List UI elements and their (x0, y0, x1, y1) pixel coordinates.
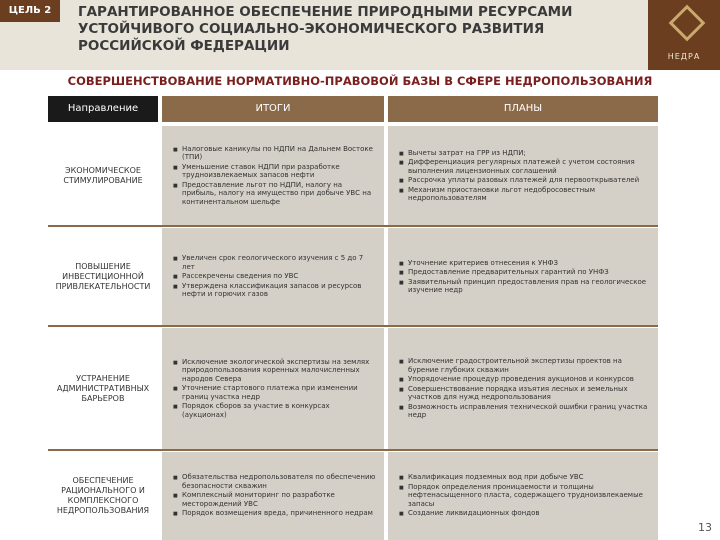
page-title: ГАРАНТИРОВАННОЕ ОБЕСПЕЧЕНИЕ ПРИРОДНЫМИ РЕСУРСАМИ УСТОЙЧИВОГО СОЦИАЛЬНО-ЭКОНОМИЧЕСКОГО РАЗВИТИЯ РОССИЙСКОЙ ФЕДЕРАЦИИ (78, 4, 573, 54)
list-item: ■ Предоставление льгот по НДПИ, налогу на прибыль, налогу на имущество при добыче УВС на континентальном шельфе (182, 181, 376, 207)
row-results-cell (162, 126, 384, 226)
results-list (170, 254, 376, 300)
plans-list (396, 259, 650, 296)
row-results-cell (162, 228, 384, 326)
row-results-cell (162, 328, 384, 450)
results-list (170, 473, 376, 519)
plans-list (396, 357, 650, 421)
row-divider (48, 225, 658, 227)
list-item: ■ Увеличен срок геологического изучения с 5 до 7 лет (182, 254, 376, 271)
column-header-results: ИТОГИ (162, 96, 384, 122)
results-list (170, 145, 376, 208)
row-direction: УСТРАНЕНИЕ АДМИНИСТРАТИВНЫХ БАРЬЕРОВ (48, 328, 158, 450)
policy-table (48, 96, 658, 540)
list-item: ■ Упорядочение процедур проведения аукционов и конкурсов (408, 375, 650, 384)
list-item: ■ Предоставление предварительных гарантий по УНФЗ (408, 268, 650, 277)
plans-list (396, 149, 650, 204)
list-item: ■ Налоговые каникулы по НДПИ на Дальнем Востоке (ТПИ) (182, 145, 376, 162)
row-results-cell (162, 452, 384, 540)
list-item: ■ Утверждена классификация запасов и ресурсов нефти и горючих газов (182, 282, 376, 299)
list-item: ■ Порядок возмещения вреда, причиненного недрам (182, 509, 376, 518)
list-item: ■ Дифференциация регулярных платежей с учетом состояния выполнения лицензионных соглашений (408, 158, 650, 175)
list-item: ■ Рассрочка уплаты разовых платежей для первооткрывателей (408, 176, 650, 185)
list-item: ■ Порядок определения проницаемости и толщины нефтенасыщенного пласта, содержащего трудноизвлекаемые запасы (408, 483, 650, 509)
list-item: ■ Вычеты затрат на ГРР из НДПИ; (408, 149, 650, 158)
row-plans-cell (388, 126, 658, 226)
row-divider (48, 449, 658, 451)
list-item: ■ Квалификация подземных вод при добыче УВС (408, 473, 650, 482)
list-item: ■ Заявительный принцип предоставления прав на геологическое изучение недр (408, 278, 650, 295)
list-item: ■ Возможность исправления технической ошибки границ участка недр (408, 403, 650, 420)
row-direction: ОБЕСПЕЧЕНИЕ РАЦИОНАЛЬНОГО И КОМПЛЕКСНОГО НЕДРОПОЛЬЗОВАНИЯ (48, 452, 158, 540)
row-plans-cell (388, 328, 658, 450)
row-plans-cell (388, 228, 658, 326)
list-item: ■ Рассекречены сведения по УВС (182, 272, 376, 281)
row-plans-cell (388, 452, 658, 540)
column-header-plans: ПЛАНЫ (388, 96, 658, 122)
list-item: ■ Уточнение критериев отнесения к УНФЗ (408, 259, 650, 268)
page-number: 13 (698, 521, 712, 534)
column-header-direction: Направление (48, 96, 158, 122)
list-item: ■ Комплексный мониторинг по разработке месторождений УВС (182, 491, 376, 508)
list-item: ■ Обязательства недропользователя по обеспечению безопасности скважин (182, 473, 376, 490)
list-item: ■ Уменьшение ставок НДПИ при разработке трудноизвлекаемых запасов нефти (182, 163, 376, 180)
list-item: ■ Исключение экологической экспертизы на землях природопользования коренных малочисленных народов Севера (182, 358, 376, 384)
plans-list (396, 473, 650, 519)
list-item: ■ Порядок сборов за участие в конкурсах (аукционах) (182, 402, 376, 419)
row-direction: ПОВЫШЕНИЕ ИНВЕСТИЦИОННОЙ ПРИВЛЕКАТЕЛЬНОСТИ (48, 228, 158, 326)
results-list (170, 358, 376, 421)
list-item: ■ Исключение градостроительной экспертизы проектов на бурение глубоких скважин (408, 357, 650, 374)
list-item: ■ Совершенствование порядка изъятия лесных и земельных участков для нужд недропользования (408, 385, 650, 402)
list-item: ■ Уточнение стартового платежа при изменении границ участка недр (182, 384, 376, 401)
list-item: ■ Создание ликвидационных фондов (408, 509, 650, 518)
goal-badge: ЦЕЛЬ 2 (0, 0, 60, 22)
row-divider (48, 325, 658, 327)
list-item: ■ Механизм приостановки льгот недобросовестным недропользователям (408, 186, 650, 203)
logo-text: НЕДРА (667, 52, 701, 61)
section-subtitle: СОВЕРШЕНСТВОВАНИЕ НОРМАТИВНО-ПРАВОВОЙ БАЗЫ В СФЕРЕ НЕДРОПОЛЬЗОВАНИЯ (67, 74, 653, 88)
row-direction: ЭКОНОМИЧЕСКОЕ СТИМУЛИРОВАНИЕ (48, 126, 158, 226)
